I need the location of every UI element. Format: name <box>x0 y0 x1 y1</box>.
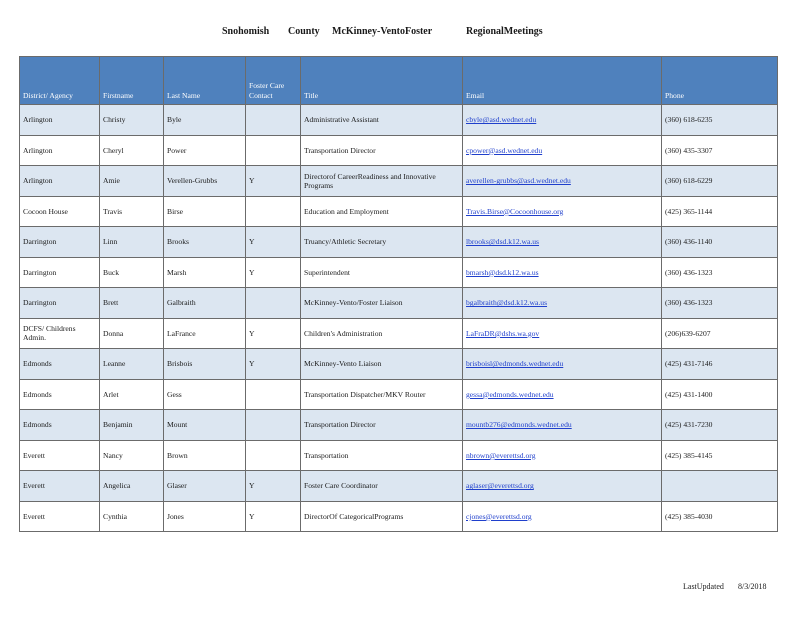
title-meetings: RegionalMeetings <box>466 26 543 37</box>
cell-phone: (360) 436-1140 <box>662 227 778 258</box>
email-link[interactable]: brisboisl@edmonds.wednet.edu <box>466 359 564 369</box>
cell-email <box>463 105 662 136</box>
cell-title: Administrative Assistant <box>301 105 463 136</box>
email-link[interactable]: bmarsh@dsd.k12.wa.us <box>466 267 539 277</box>
table-row <box>20 379 778 410</box>
cell-district: Cocoon House <box>20 196 100 227</box>
cell-phone: (360) 436-1323 <box>662 257 778 288</box>
cell-phone: (425) 431-7230 <box>662 410 778 441</box>
table-body <box>20 105 778 532</box>
table-row <box>20 196 778 227</box>
cell-foster-care-contact <box>246 105 301 136</box>
cell-email <box>463 257 662 288</box>
cell-district: Everett <box>20 440 100 471</box>
cell-title: Foster Care Coordinator <box>301 471 463 502</box>
table-row <box>20 501 778 532</box>
cell-phone <box>662 471 778 502</box>
cell-lastname: Birse <box>164 196 246 227</box>
cell-district: Everett <box>20 471 100 502</box>
email-link[interactable]: aglaser@everettsd.org <box>466 481 534 491</box>
table-row <box>20 288 778 319</box>
header-title: Title <box>301 57 463 105</box>
cell-title: Education and Employment <box>301 196 463 227</box>
cell-foster-care-contact: Y <box>246 501 301 532</box>
cell-title: DirectorOf CategoricalPrograms <box>301 501 463 532</box>
cell-firstname: Leanne <box>100 349 164 380</box>
cell-lastname: Glaser <box>164 471 246 502</box>
email-link[interactable]: nbrown@everettsd.org <box>466 450 536 460</box>
email-link[interactable]: LaFraDR@dshs.wa.gov <box>466 328 540 338</box>
cell-district: Darrington <box>20 288 100 319</box>
table-row <box>20 166 778 197</box>
cell-firstname: Arlet <box>100 379 164 410</box>
cell-phone: (360) 618-6229 <box>662 166 778 197</box>
email-link[interactable]: lbrooks@dsd.k12.wa.us <box>466 237 540 247</box>
cell-firstname: Cynthia <box>100 501 164 532</box>
cell-district: Darrington <box>20 257 100 288</box>
cell-lastname: Marsh <box>164 257 246 288</box>
title-program: McKinney-VentoFoster <box>332 26 433 37</box>
cell-foster-care-contact <box>246 440 301 471</box>
cell-foster-care-contact <box>246 379 301 410</box>
cell-lastname: Verellen-Grubbs <box>164 166 246 197</box>
email-link[interactable]: averellen-grubbs@asd.wednet.edu <box>466 176 571 186</box>
cell-firstname: Angelica <box>100 471 164 502</box>
cell-email <box>463 227 662 258</box>
email-link[interactable]: Travis.Birse@Cocoonhouse.org <box>466 206 564 216</box>
cell-district: Everett <box>20 501 100 532</box>
cell-phone: (425) 431-7146 <box>662 349 778 380</box>
cell-foster-care-contact <box>246 135 301 166</box>
cell-title: Transportation <box>301 440 463 471</box>
table-row <box>20 135 778 166</box>
cell-title: Transportation Director <box>301 410 463 441</box>
cell-lastname: Jones <box>164 501 246 532</box>
cell-title: Transportation Director <box>301 135 463 166</box>
cell-firstname: Amie <box>100 166 164 197</box>
header-district: District/ Agency <box>20 57 100 105</box>
table-row <box>20 257 778 288</box>
cell-lastname: LaFrance <box>164 318 246 349</box>
email-link[interactable]: cpower@asd.wednet.edu <box>466 145 543 155</box>
cell-email <box>463 135 662 166</box>
table-row <box>20 318 778 349</box>
cell-email <box>463 501 662 532</box>
cell-title: McKinney-Vento Liaison <box>301 349 463 380</box>
cell-phone: (360) 435-3307 <box>662 135 778 166</box>
cell-firstname: Donna <box>100 318 164 349</box>
table-row <box>20 471 778 502</box>
cell-district: Arlington <box>20 135 100 166</box>
cell-firstname: Buck <box>100 257 164 288</box>
cell-phone: (425) 431-1400 <box>662 379 778 410</box>
cell-email <box>463 166 662 197</box>
cell-firstname: Linn <box>100 227 164 258</box>
cell-foster-care-contact <box>246 288 301 319</box>
header-lastname: Last Name <box>164 57 246 105</box>
cell-district: Edmonds <box>20 379 100 410</box>
cell-district: Arlington <box>20 105 100 136</box>
cell-email <box>463 440 662 471</box>
cell-email <box>463 318 662 349</box>
title-county-label: County <box>288 26 320 37</box>
cell-district: Darrington <box>20 227 100 258</box>
last-updated-date: 8/3/2018 <box>738 582 767 591</box>
cell-title: McKinney-Vento/Foster Liaison <box>301 288 463 319</box>
document-title <box>0 26 800 40</box>
cell-foster-care-contact: Y <box>246 349 301 380</box>
table-row <box>20 410 778 441</box>
cell-firstname: Cheryl <box>100 135 164 166</box>
cell-firstname: Christy <box>100 105 164 136</box>
cell-email <box>463 471 662 502</box>
cell-lastname: Mount <box>164 410 246 441</box>
cell-phone: (360) 618-6235 <box>662 105 778 136</box>
table-header-row <box>20 57 778 105</box>
cell-lastname: Gess <box>164 379 246 410</box>
cell-district: Edmonds <box>20 410 100 441</box>
cell-title: Directorof CareerReadiness and Innovative Programs <box>301 166 463 197</box>
last-updated-label: LastUpdated <box>683 582 724 591</box>
cell-title: Superintendent <box>301 257 463 288</box>
cell-phone: (360) 436-1323 <box>662 288 778 319</box>
cell-email <box>463 379 662 410</box>
cell-firstname: Travis <box>100 196 164 227</box>
cell-lastname: Brisbois <box>164 349 246 380</box>
cell-firstname: Brett <box>100 288 164 319</box>
table-row <box>20 349 778 380</box>
email-link[interactable]: gessa@edmonds.wednet.edu <box>466 389 554 399</box>
email-link[interactable]: cjones@everettsd.org <box>466 511 532 521</box>
title-county-name: Snohomish <box>222 26 270 37</box>
header-phone: Phone <box>662 57 778 105</box>
header-firstname: Firstname <box>100 57 164 105</box>
cell-foster-care-contact: Y <box>246 318 301 349</box>
email-link[interactable]: bgalbraith@dsd.k12.wa.us <box>466 298 548 308</box>
cell-foster-care-contact: Y <box>246 471 301 502</box>
cell-email <box>463 288 662 319</box>
table-row <box>20 105 778 136</box>
cell-foster-care-contact <box>246 410 301 441</box>
cell-lastname: Brown <box>164 440 246 471</box>
cell-lastname: Power <box>164 135 246 166</box>
cell-district: Edmonds <box>20 349 100 380</box>
cell-firstname: Nancy <box>100 440 164 471</box>
cell-foster-care-contact: Y <box>246 257 301 288</box>
cell-email <box>463 196 662 227</box>
cell-foster-care-contact: Y <box>246 166 301 197</box>
cell-lastname: Galbraith <box>164 288 246 319</box>
cell-phone: (206)639-6207 <box>662 318 778 349</box>
cell-title: Transportation Dispatcher/MKV Router <box>301 379 463 410</box>
cell-district: DCFS/ Childrens Admin. <box>20 318 100 349</box>
cell-email <box>463 410 662 441</box>
table-row <box>20 440 778 471</box>
header-email: Email <box>463 57 662 105</box>
email-link[interactable]: cbyle@asd.wednet.edu <box>466 115 537 125</box>
cell-foster-care-contact <box>246 196 301 227</box>
cell-lastname: Byle <box>164 105 246 136</box>
cell-email <box>463 349 662 380</box>
cell-title: Children's Administration <box>301 318 463 349</box>
cell-phone: (425) 365-1144 <box>662 196 778 227</box>
cell-foster-care-contact: Y <box>246 227 301 258</box>
table-row <box>20 227 778 258</box>
cell-title: Truancy/Athletic Secretary <box>301 227 463 258</box>
cell-lastname: Brooks <box>164 227 246 258</box>
cell-firstname: Benjamin <box>100 410 164 441</box>
header-foster-care-contact: Foster Care Contact <box>246 57 301 105</box>
email-link[interactable]: mountb276@edmonds.wednet.edu <box>466 420 572 430</box>
cell-phone: (425) 385-4030 <box>662 501 778 532</box>
cell-phone: (425) 385-4145 <box>662 440 778 471</box>
cell-district: Arlington <box>20 166 100 197</box>
contacts-table <box>19 56 778 532</box>
